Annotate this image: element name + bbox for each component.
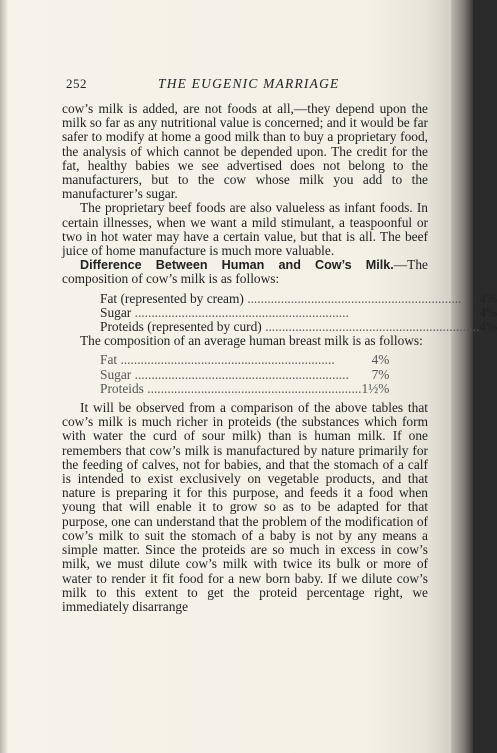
paragraph: The composition of an average human breast milk is as follows:	[80, 333, 423, 349]
table-row	[100, 306, 497, 320]
row-name: Sugar .....	[100, 368, 362, 382]
paragraph: cow’s milk is added, are not foods at all,—they depend upon the milk so far as any nutritional value is concerned; and it would be far safer to modify at home a good milk than to buy a proprietary food, the analysis of which cannot be depended upon. The credit for the fat, healthy babies we see advertised does not belong to the manufacturers, but to the cow whose milk you add to the manufacturer’s sugar.	[62, 101, 428, 202]
running-header	[66, 76, 416, 94]
row-percent: 1½%	[361, 380, 390, 396]
row-percent: 4%	[371, 352, 390, 368]
row-name: Sugar .....	[100, 306, 479, 320]
row-name: Proteids .....	[100, 382, 362, 396]
row-percent: 7%	[371, 366, 390, 382]
page-number: 252	[66, 76, 87, 91]
paragraph: The proprietary beef foods are also valueless as infant foods. In certain illnesses, when we want a mild stimulant, a teaspoonful or two in hot water may have a certain value, but that is all. The beef juice of home manufacture is much more valuable.	[62, 200, 428, 259]
table-row	[100, 320, 497, 334]
table-row	[100, 292, 497, 306]
paragraph: It will be observed from a comparison of the above tables that cow’s milk is much richer in proteids (the substances which form with water the curd of sour milk) than is human milk. If one remembers that cow’s milk is manufactured by nature primarily for the feeding of calves, not for babies, and that the stomach of a calf is intended to exist exclusively on vegetable products, and that nature is preparing it for this purpose, and feeds it a food when young that will enable it to grow so as to be adapted for that purpose, one can understand that the problem of the modification of cow’s milk to suit the stomach of a baby is not by any means a simple matter. Since the proteids are so much in excess in cow’s milk, we must dilute cow’s milk with twice its bulk or more of water to render it fit food for a new born baby. If we dilute cow’s milk to this extent to get the proteid percentage right, we immediately disarrange	[62, 400, 428, 614]
book-spine-shadow	[451, 0, 473, 753]
row-percent: 4%	[479, 304, 497, 320]
table-row	[100, 368, 389, 382]
row-percent: 4%	[479, 290, 497, 306]
row-percent: 4%	[479, 319, 497, 335]
section-heading: Difference Between Human and Cow’s Milk.	[80, 258, 394, 273]
row-name: Fat (represented by cream) .....	[100, 292, 479, 306]
running-title: THE EUGENIC MARRIAGE	[158, 76, 340, 91]
section-paragraph	[62, 258, 428, 286]
row-name: Proteids (represented by curd) .....	[100, 320, 479, 334]
table-row	[100, 353, 389, 367]
human-milk-table	[100, 353, 389, 396]
section-intro: —The composition of cow’s milk is as follows:	[62, 257, 428, 287]
table-row	[100, 382, 389, 396]
row-name: Fat .....	[100, 353, 362, 367]
page-left-edge	[0, 0, 8, 753]
page-body	[62, 101, 497, 614]
cow-milk-table	[100, 292, 497, 335]
